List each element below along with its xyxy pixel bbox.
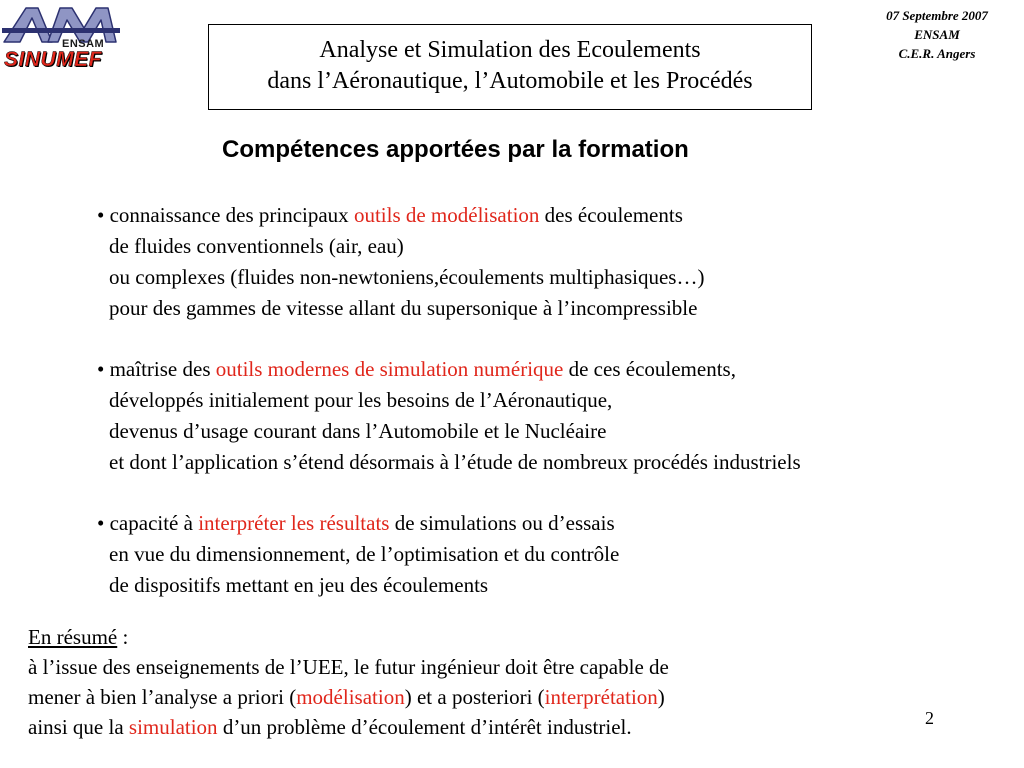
bullet-2-text-pre: • maîtrise des	[97, 357, 216, 381]
bullet-3-line-2: en vue du dimensionnement, de l’optimisation et du contrôle	[109, 542, 620, 566]
summary-line-2-c: )	[657, 685, 665, 709]
bullet-3-text-post: de simulations ou d’essais	[389, 511, 615, 535]
bullet-1-line-4: pour des gammes de vitesse allant du supersonique à l’incompressible	[109, 296, 698, 320]
slide-title-box	[208, 24, 812, 110]
bullet-2-highlight: outils modernes de simulation numérique	[215, 357, 564, 381]
bullet-2-line-1	[97, 354, 736, 384]
bullet-2-line-2: développés initialement pour les besoins de l’Aéronautique,	[109, 388, 613, 412]
date-location-block	[862, 6, 1012, 63]
bullet-1-highlight: outils de modélisation	[353, 203, 540, 227]
bullet-1-line-1	[97, 200, 683, 230]
place-text: C.E.R. Angers	[898, 46, 976, 61]
summary-line-3	[28, 712, 669, 742]
sinumef-logo-text: SINUMEF	[4, 48, 102, 71]
bullet-1-line-2: de fluides conventionnels (air, eau)	[109, 234, 404, 258]
ensam-logo-text: ENSAM	[62, 38, 105, 50]
bullet-3-highlight: interpréter les résultats	[198, 511, 390, 535]
summary-line-3-b: d’un problème d’écoulement d’intérêt industriel.	[217, 715, 632, 739]
bullet-3-line-1	[97, 508, 615, 538]
summary-line-2-b: ) et a posteriori (	[404, 685, 545, 709]
summary-line-1: à l’issue des enseignements de l’UEE, le futur ingénieur doit être capable de	[28, 655, 669, 679]
bullet-1-line-3: ou complexes (fluides non-newtoniens,écoulements multiphasiques…)	[109, 265, 705, 289]
ensam-sinumef-logo	[0, 2, 124, 78]
bullet-2-text-post: de ces écoulements,	[563, 357, 736, 381]
bullet-3-text-pre: • capacité à	[97, 511, 199, 535]
summary-line-2-a: mener à bien l’analyse a priori (	[28, 685, 297, 709]
bullet-1-text-pre: • connaissance des principaux	[97, 203, 354, 227]
summary-line-3-a: ainsi que la	[28, 715, 129, 739]
bullet-2-line-3: devenus d’usage courant dans l’Automobile et le Nucléaire	[109, 419, 607, 443]
summary-label-line	[28, 622, 669, 652]
bullet-1-text-post: des écoulements	[539, 203, 683, 227]
date-text: 07 Septembre 2007	[886, 8, 988, 23]
summary-highlight-simulation: simulation	[128, 715, 218, 739]
bullet-3-line-3: de dispositifs mettant en jeu des écoulements	[109, 573, 489, 597]
summary-block	[28, 622, 669, 742]
summary-colon: :	[117, 625, 129, 649]
summary-line-2	[28, 682, 669, 712]
summary-label: En résumé	[28, 625, 118, 649]
section-heading: Compétences apportées par la formation	[222, 136, 689, 163]
org-text: ENSAM	[914, 27, 960, 42]
bullet-2-line-4: et dont l’application s’étend désormais à l’étude de nombreux procédés industriels	[109, 450, 801, 474]
summary-highlight-interpretation: interprétation	[544, 685, 658, 709]
page-number: 2	[925, 708, 934, 728]
summary-highlight-modelisation: modélisation	[296, 685, 405, 709]
title-line-1: Analyse et Simulation des Ecoulements	[319, 37, 701, 63]
title-line-2: dans l’Aéronautique, l’Automobile et les Procédés	[267, 68, 753, 94]
